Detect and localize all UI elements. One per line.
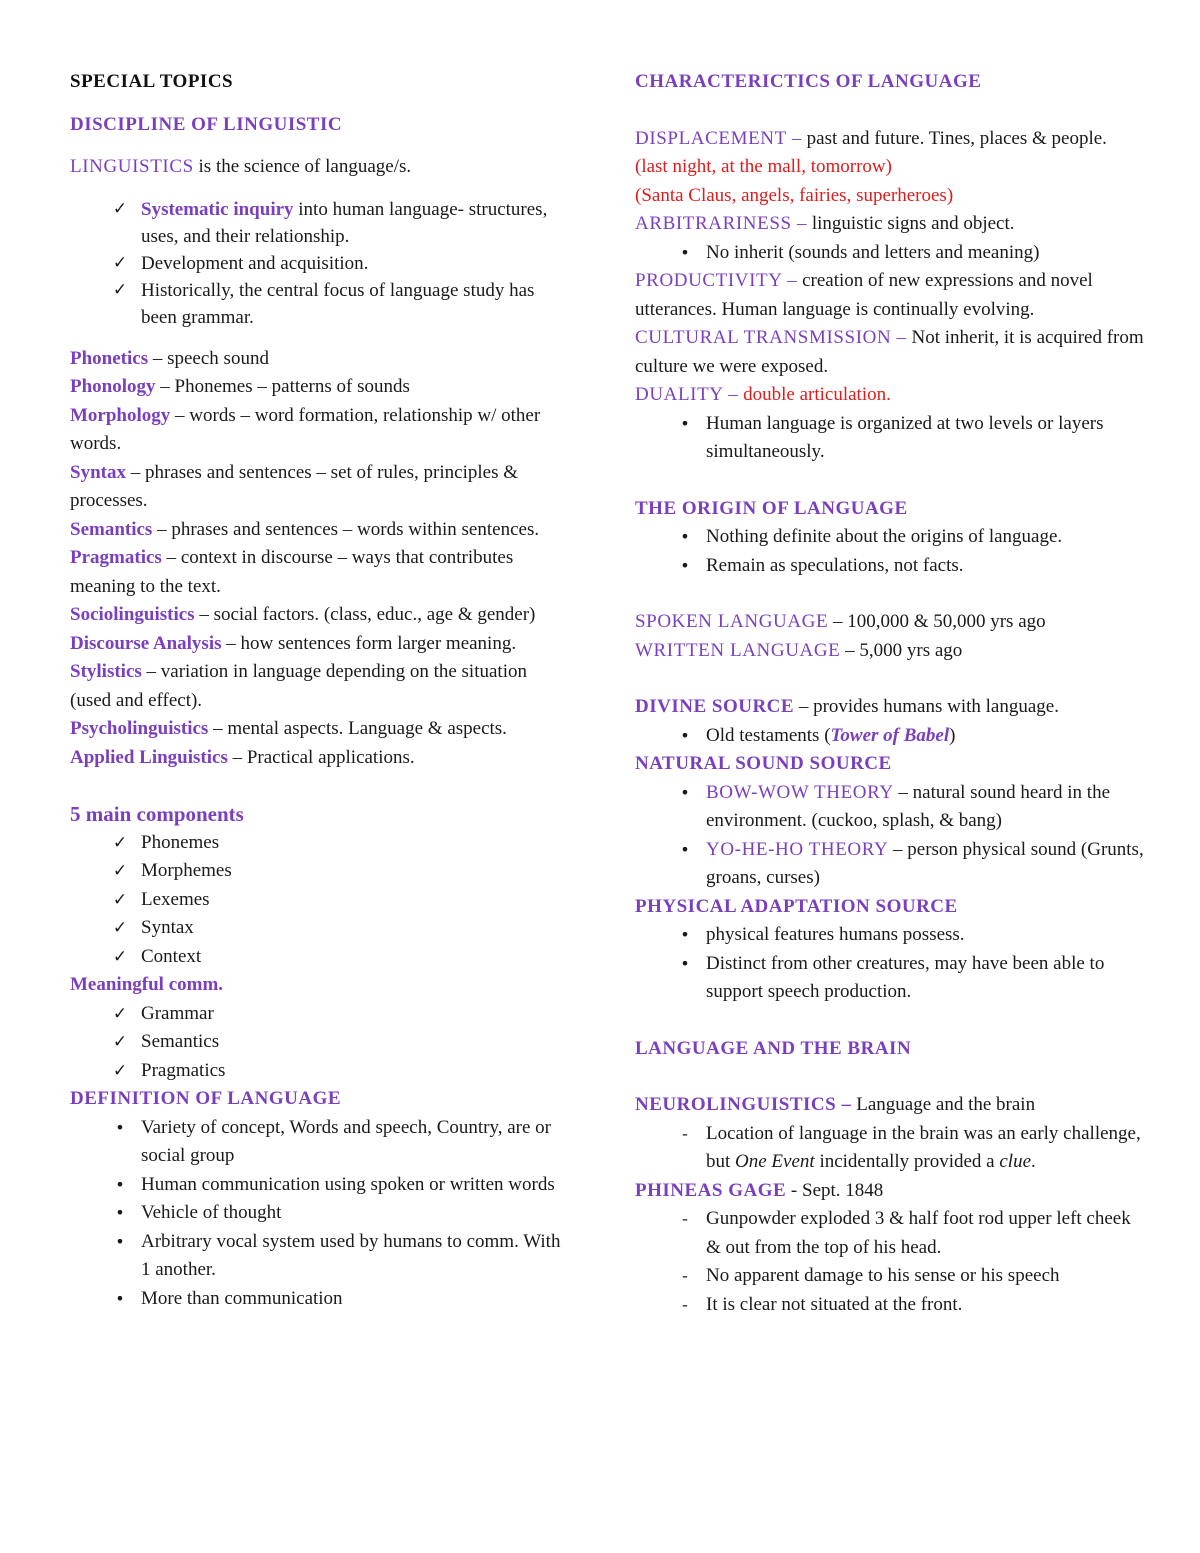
- displacement-entry: [635, 125, 1145, 154]
- check-text: Historically, the central focus of language study has been grammar.: [141, 279, 535, 328]
- field-term: Phonology: [70, 376, 156, 397]
- natural-heading: NATURAL SOUND SOURCE: [635, 753, 892, 774]
- linguistics-def: is the science of language/s.: [193, 156, 412, 177]
- field-term: Applied Linguistics: [70, 746, 228, 768]
- phineas-term: PHINEAS GAGE: [635, 1179, 787, 1201]
- cultural-entry: [635, 324, 1145, 381]
- field-def: – variation in language depending on the situation (used and effect).: [70, 661, 527, 711]
- origin-heading: THE ORIGIN OF LANGUAGE: [635, 497, 908, 519]
- displacement-def: past and future. Tines, places & people.: [801, 127, 1107, 149]
- check-icon: ✓: [112, 832, 128, 853]
- check-icon: ✓: [112, 252, 128, 273]
- list-item: [70, 1171, 570, 1200]
- linguistics-term: LINGUISTICS: [70, 156, 194, 177]
- field-term: Stylistics: [70, 661, 142, 682]
- linguistics-definition: [70, 153, 570, 182]
- list-item-text: Phonemes: [141, 831, 220, 853]
- check-icon: ✓: [112, 918, 128, 938]
- neuro-text-post: .: [1031, 1151, 1036, 1172]
- field-entry: [70, 630, 570, 659]
- bullet-icon: •: [680, 782, 690, 802]
- list-item: [635, 410, 1145, 467]
- cultural-term: CULTURAL TRANSMISSION –: [635, 327, 907, 348]
- list-item: [70, 1028, 570, 1057]
- check-bold: Systematic inquiry: [141, 198, 294, 220]
- bullet-icon: •: [115, 1117, 125, 1137]
- list-item: [70, 277, 570, 331]
- bowwow-term: BOW-WOW THEORY: [706, 781, 894, 803]
- check-icon: ✓: [112, 1032, 128, 1052]
- field-def: – social factors. (class, educ., age & gender): [194, 604, 536, 625]
- list-item-text: It is clear not situated at the front.: [706, 1293, 963, 1315]
- bullet-icon: •: [680, 725, 690, 745]
- meaningful-list: [70, 1000, 570, 1086]
- field-def: – Practical applications.: [227, 746, 415, 768]
- left-column: [70, 68, 570, 1313]
- arbitrariness-def: linguistic signs and object.: [807, 213, 1015, 234]
- check-icon: ✓: [112, 198, 128, 219]
- list-item: [635, 1262, 1145, 1291]
- check-icon: ✓: [112, 279, 128, 300]
- spoken-term: SPOKEN LANGUAGE: [635, 611, 829, 632]
- displacement-example-2: (Santa Claus, angels, fairies, superheroes): [635, 184, 954, 206]
- brain-heading: LANGUAGE AND THE BRAIN: [635, 1037, 912, 1059]
- list-item-text: Lexemes: [141, 888, 210, 910]
- field-entry: [70, 658, 570, 715]
- divine-text-post: ): [949, 724, 956, 746]
- field-term: Sociolinguistics: [70, 604, 195, 625]
- spoken-def: – 100,000 & 50,000 yrs ago: [828, 611, 1046, 632]
- cultural-def: Not inherit, it is acquired from culture we were exposed.: [635, 327, 1144, 377]
- field-entry: [70, 459, 570, 516]
- field-def: – speech sound: [148, 347, 269, 369]
- list-item: [70, 857, 570, 886]
- check-icon: ✓: [112, 861, 128, 881]
- list-item-text: Grammar: [141, 1002, 214, 1024]
- check-icon: ✓: [112, 1003, 128, 1024]
- right-column: [635, 68, 1145, 1319]
- field-term: Morphology: [70, 404, 171, 426]
- physical-heading: PHYSICAL ADAPTATION SOURCE: [635, 895, 958, 917]
- yoheho-term: YO-HE-HO THEORY: [706, 838, 889, 860]
- list-item-text: Variety of concept, Words and speech, Country, are or social group: [141, 1116, 552, 1166]
- bowwow-def: – natural sound heard in the environment. (cuckoo, splash, & bang): [706, 781, 1111, 831]
- list-item: [70, 1114, 570, 1171]
- bullet-icon: •: [115, 1203, 125, 1222]
- phineas-entry: [635, 1177, 1145, 1206]
- arbitrariness-list: [635, 239, 1145, 268]
- main-components-heading: 5 main components: [70, 802, 244, 826]
- field-term: Discourse Analysis: [70, 632, 222, 654]
- neuro-text-pre: Location of language in the brain was an early challenge, but: [706, 1122, 1141, 1172]
- field-entry: [70, 601, 570, 630]
- list-item: [635, 950, 1145, 1007]
- displacement-term: DISPLACEMENT –: [635, 127, 802, 149]
- list-item-text: Context: [141, 945, 202, 967]
- bullet-icon: •: [680, 242, 690, 262]
- special-topics-title: SPECIAL TOPICS: [70, 71, 234, 92]
- list-item: [70, 250, 570, 277]
- bullet-icon: •: [115, 1231, 125, 1251]
- spoken-entry: [635, 608, 1145, 637]
- fields-list: [70, 345, 570, 773]
- list-item-text: No inherit (sounds and letters and meaning): [706, 241, 1040, 263]
- list-item-text: Morphemes: [141, 860, 232, 881]
- list-item: [635, 1120, 1145, 1177]
- list-item-text: Semantics: [141, 1031, 220, 1052]
- bullet-icon: •: [680, 527, 690, 546]
- meaningful-heading: Meaningful comm.: [70, 974, 224, 995]
- dash-icon: -: [682, 1266, 688, 1285]
- origin-list: [635, 523, 1145, 580]
- clue: clue: [999, 1151, 1032, 1172]
- list-item: [635, 552, 1145, 581]
- list-item: [70, 1285, 570, 1314]
- neuro-term: NEUROLINGUISTICS –: [635, 1094, 852, 1115]
- field-def: – phrases and sentences – set of rules, principles & processes.: [70, 461, 519, 511]
- definition-heading: DEFINITION OF LANGUAGE: [70, 1088, 342, 1109]
- productivity-def: creation of new expressions and novel utterances. Human language is continually evolving.: [635, 270, 1093, 320]
- field-def: – Phonemes – patterns of sounds: [155, 376, 410, 397]
- list-item: [70, 1199, 570, 1228]
- phineas-list: [635, 1205, 1145, 1319]
- list-item-text: Human language is organized at two levels or layers simultaneously.: [706, 412, 1104, 462]
- field-term: Semantics: [70, 518, 153, 540]
- field-term: Phonetics: [70, 347, 149, 369]
- list-item-text: Syntax: [141, 917, 194, 938]
- list-item: [635, 722, 1145, 751]
- bullet-icon: •: [680, 413, 690, 433]
- bullet-icon: •: [680, 953, 690, 973]
- list-item: [70, 943, 570, 972]
- list-item: [70, 1000, 570, 1029]
- physical-list: [635, 921, 1145, 1007]
- check-icon: ✓: [112, 1060, 128, 1081]
- duality-term: DUALITY –: [635, 384, 739, 405]
- written-term: WRITTEN LANGUAGE: [635, 639, 841, 661]
- bullet-icon: •: [680, 839, 690, 859]
- list-item: [635, 836, 1145, 893]
- field-def: – phrases and sentences – words within sentences.: [152, 518, 540, 540]
- list-item: [70, 886, 570, 915]
- list-item: [70, 829, 570, 858]
- bullet-icon: •: [680, 925, 690, 944]
- list-item: [70, 1228, 570, 1285]
- list-item-text: Distinct from other creatures, may have been able to support speech production.: [706, 952, 1105, 1002]
- duality-entry: [635, 381, 1145, 410]
- divine-heading: DIVINE SOURCE: [635, 696, 795, 717]
- check-text: into human language- structures, uses, and their relationship.: [141, 198, 548, 247]
- displacement-example-1: (last night, at the mall, tomorrow): [635, 156, 892, 177]
- list-item: [70, 1057, 570, 1086]
- one-event: One Event: [735, 1151, 815, 1172]
- linguistics-checklist: [70, 196, 570, 331]
- list-item: [635, 779, 1145, 836]
- dash-icon: -: [682, 1123, 688, 1143]
- arbitrariness-entry: [635, 210, 1145, 239]
- field-entry: [70, 516, 570, 545]
- field-def: – words – word formation, relationship w/ other words.: [70, 404, 541, 454]
- written-def: – 5,000 yrs ago: [840, 639, 963, 661]
- field-entry: [70, 544, 570, 601]
- yoheho-def: – person physical sound (Grunts, groans, curses): [706, 838, 1144, 888]
- list-item: [635, 1205, 1145, 1262]
- main-components-list: [70, 829, 570, 972]
- dash-icon: -: [682, 1209, 688, 1228]
- productivity-entry: [635, 267, 1145, 324]
- definition-list: [70, 1114, 570, 1314]
- neuro-list: [635, 1120, 1145, 1177]
- bullet-icon: •: [115, 1288, 125, 1308]
- list-item-text: Gunpowder exploded 3 & half foot rod upper left cheek & out from the top of his head.: [706, 1208, 1131, 1258]
- field-def: – how sentences form larger meaning.: [221, 632, 517, 654]
- duality-def: double articulation.: [738, 384, 891, 405]
- field-term: Syntax: [70, 461, 126, 483]
- list-item-text: More than communication: [141, 1287, 343, 1309]
- field-entry: [70, 345, 570, 374]
- field-term: Pragmatics: [70, 547, 162, 568]
- check-icon: ✓: [112, 889, 128, 910]
- bullet-icon: •: [680, 555, 690, 575]
- list-item-text: Nothing definite about the origins of language.: [706, 526, 1063, 547]
- field-entry: [70, 402, 570, 459]
- divine-entry: [635, 693, 1145, 722]
- list-item-text: physical features humans possess.: [706, 924, 965, 945]
- list-item: [70, 196, 570, 250]
- list-item-text: Vehicle of thought: [141, 1202, 282, 1223]
- dash-icon: -: [682, 1294, 688, 1314]
- list-item: [635, 523, 1145, 552]
- neuro-def: Language and the brain: [851, 1094, 1036, 1115]
- list-item-text: No apparent damage to his sense or his speech: [706, 1265, 1060, 1286]
- list-item: [635, 921, 1145, 950]
- natural-list: [635, 779, 1145, 893]
- divine-text-pre: Old testaments (: [706, 724, 831, 746]
- written-entry: [635, 637, 1145, 666]
- list-item-text: Human communication using spoken or written words: [141, 1173, 555, 1195]
- list-item-text: Arbitrary vocal system used by humans to comm. With 1 another.: [141, 1230, 561, 1280]
- duality-list: [635, 410, 1145, 467]
- neuro-entry: [635, 1091, 1145, 1120]
- arbitrariness-term: ARBITRARINESS –: [635, 213, 808, 234]
- bullet-icon: •: [115, 1174, 125, 1194]
- discipline-heading: DISCIPLINE OF LINGUISTIC: [70, 113, 343, 135]
- list-item: [635, 1291, 1145, 1320]
- field-entry: [70, 744, 570, 773]
- tower-of-babel: Tower of Babel: [830, 724, 950, 746]
- field-term: Psycholinguistics: [70, 718, 209, 739]
- list-item-text: Pragmatics: [141, 1059, 226, 1081]
- list-item: [635, 239, 1145, 268]
- check-text: Development and acquisition.: [141, 252, 369, 274]
- divine-def: – provides humans with language.: [794, 696, 1059, 717]
- check-icon: ✓: [112, 946, 128, 967]
- phineas-def: - Sept. 1848: [786, 1179, 884, 1201]
- divine-list: [635, 722, 1145, 751]
- list-item-text: Remain as speculations, not facts.: [706, 554, 964, 576]
- neuro-text-mid: incidentally provided a: [814, 1151, 1000, 1172]
- characteristics-heading: CHARACTERICTICS OF LANGUAGE: [635, 71, 982, 92]
- productivity-term: PRODUCTIVITY –: [635, 270, 798, 291]
- field-entry: [70, 715, 570, 744]
- list-item: [70, 914, 570, 943]
- field-entry: [70, 373, 570, 402]
- field-def: – context in discourse – ways that contributes meaning to the text.: [70, 547, 514, 597]
- field-def: – mental aspects. Language & aspects.: [208, 718, 507, 739]
